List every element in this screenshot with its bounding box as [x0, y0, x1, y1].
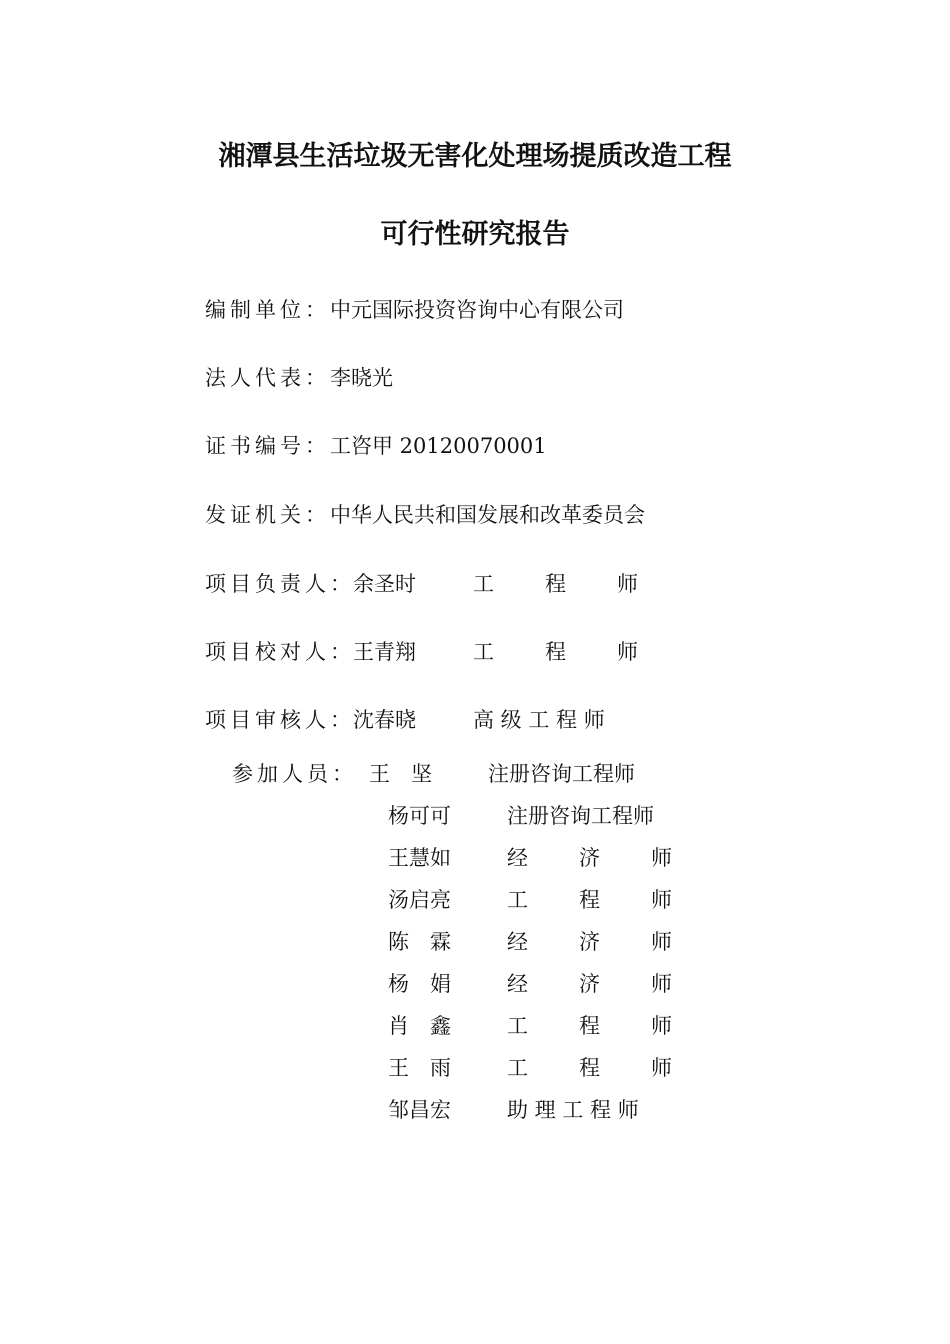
info-label: 证书编号：: [205, 434, 330, 458]
role-person: 沈春晓: [353, 708, 416, 732]
role-person: 余圣时: [353, 572, 416, 596]
member-name: 汤启亮: [388, 888, 451, 912]
member-title-char: 程: [579, 1014, 600, 1038]
role-label: 项目校对人：: [205, 640, 355, 664]
member-name: 王 雨: [388, 1056, 451, 1080]
member-title-char: 师: [651, 846, 672, 870]
member-title-char: 经: [507, 846, 528, 870]
info-label: 编制单位：: [205, 298, 330, 322]
member-title-char: 工: [507, 1014, 528, 1038]
member-name: 杨可可: [388, 804, 451, 828]
role-label: 项目审核人：: [205, 708, 355, 732]
info-value: 李晓光: [330, 366, 393, 390]
member-title-char: 济: [579, 846, 600, 870]
info-value: 中华人民共和国发展和改革委员会: [330, 503, 645, 527]
role-title: 高 级 工 程 师: [473, 708, 605, 732]
member-title-char: 师: [651, 888, 672, 912]
info-value: 工咨甲 20120070001: [330, 434, 547, 458]
role-title-char: 工: [473, 572, 494, 596]
info-value: 中元国际投资咨询中心有限公司: [330, 298, 624, 322]
member-title: 注册咨询工程师: [488, 762, 635, 786]
member-title-char: 程: [579, 1056, 600, 1080]
member-name: 王慧如: [388, 846, 451, 870]
role-title-char: 师: [617, 640, 638, 664]
member-title-char: 济: [579, 972, 600, 996]
role-title-char: 程: [545, 640, 566, 664]
role-person: 王青翔: [353, 640, 416, 664]
info-row-compiler: [205, 296, 624, 324]
member-name: 肖 鑫: [388, 1014, 451, 1038]
member-title-char: 经: [507, 972, 528, 996]
document-title-line2: 可行性研究报告: [380, 219, 570, 250]
member-title-char: 程: [579, 888, 600, 912]
member-name: 陈 霖: [388, 930, 451, 954]
member-title-char: 工: [507, 888, 528, 912]
info-label: 法人代表：: [205, 366, 330, 390]
role-title-char: 工: [473, 640, 494, 664]
participants-label: 参加人员：: [232, 762, 357, 786]
document-title-line1: 湘潭县生活垃圾无害化处理场提质改造工程: [218, 141, 732, 172]
info-row-issuer: [205, 501, 645, 529]
info-row-certificate: [205, 432, 547, 460]
member-title-char: 济: [579, 930, 600, 954]
member-title-char: 师: [651, 972, 672, 996]
member-title-char: 师: [651, 930, 672, 954]
info-row-legal-rep: [205, 364, 393, 392]
member-name: 杨 娟: [388, 972, 451, 996]
role-title-char: 程: [545, 572, 566, 596]
member-title-char: 师: [651, 1014, 672, 1038]
role-label: 项目负责人：: [205, 572, 355, 596]
member-name: 王 坚: [369, 762, 432, 786]
member-title-char: 师: [651, 1056, 672, 1080]
member-title-char: 工: [507, 1056, 528, 1080]
member-name: 邹昌宏: [388, 1098, 451, 1122]
member-title: 助 理 工 程 师: [507, 1098, 639, 1122]
member-title: 注册咨询工程师: [507, 804, 654, 828]
role-title-char: 师: [617, 572, 638, 596]
member-title-char: 经: [507, 930, 528, 954]
info-label: 发证机关：: [205, 503, 330, 527]
